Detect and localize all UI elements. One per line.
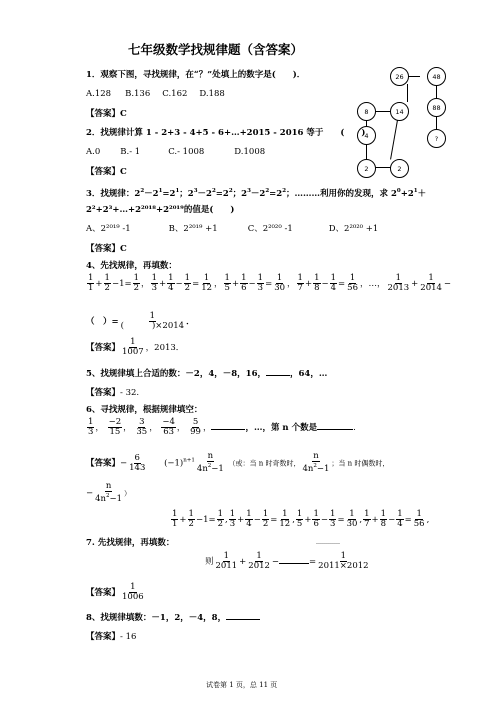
- q7-stem: 7. 先找规律，再填数：: [86, 538, 175, 548]
- q4-equation: （ ）= $\frac{1}{( )\times 2014}$ ．: [86, 311, 195, 331]
- q3-line1: 3．找规律：$2^2-2^1=2^1$；$2^3-2^2=2^2$；$2^3-2^2=2^2$；………利用你的发现，求 $2^0+2^1+$: [86, 188, 427, 199]
- diagram-node: 26: [390, 67, 409, 86]
- diagram-node: ?: [427, 129, 446, 148]
- diagram-node: 48: [427, 67, 446, 86]
- q7-dots: …………: [316, 539, 340, 546]
- q6-answer: 【答案】− $\frac{6}{143}$ $(-1)^{n+1}$ $\frac{n}{4n^2-1}$ （或：当 n 时奇数时， $\frac{n}{4n^2-1}$ ；当 n 时偶数时，: [86, 451, 390, 474]
- q1-answer: 【答案】C: [86, 109, 127, 119]
- q6-sequence: $\frac{1}{3}$ ， $\frac{-2}{15}$ ， $\frac{3}{35}$ ， $\frac{-4}{63}$ ， $\frac{5}{99}$ ， ，…，第 n 个数是 .: [88, 417, 356, 437]
- q2-stem: 2．找规律计算 1 - 2+3 - 4+5 - 6+…+2015 - 2016 等于 ( ): [86, 128, 366, 138]
- diagram-node: 8: [357, 102, 376, 121]
- q5-answer: 【答案】- 32.: [86, 388, 140, 398]
- q7-equation: 则 $\frac{1}{2011}$ + $\frac{1}{2012}$ − = $\frac{1}{2011\times 2012}$: [205, 551, 369, 571]
- q2-answer: 【答案】C: [86, 167, 127, 177]
- diagram-node: 14: [390, 102, 409, 121]
- q5-stem: 5、找规律填上合适的数：－2，4，－8，16， ，64，…: [86, 369, 328, 379]
- q7-answer: 【答案】 $\frac{1}{1006}$: [86, 582, 144, 602]
- q4-stem: 4、先找规律，再填数：: [86, 261, 177, 271]
- q6-stem: 6、寻找规律，根据规律填空：: [86, 405, 203, 415]
- q4-row: $\frac{1}{1}$ + $\frac{1}{2}$ −1= $\frac{1}{2}$ ， $\frac{1}{3}$ + $\frac{1}{4}$ − $\frac{1}{2}$ = $\frac{1}{12}$ ， $\frac{1}{5}$ + $\frac{1}{6}$ − $\frac{1}{3}$ = $\frac{1}{30}$ ， $\frac{1}{7}$ + $\frac{1}{8}$ − $\frac{1}{4}$ = $\frac{1}{56}$ ，…， $\frac{1}{2013}$ + $\frac{1}{2014}$ −: [88, 273, 452, 293]
- diagram-node: 2: [357, 159, 376, 178]
- diagram-node: 88: [427, 98, 446, 117]
- q3-options: A、2²⁰¹⁹ -1 B、2²⁰¹⁹ +1 C、2²⁰²⁰ -1 D、2²⁰²⁰ +1: [86, 224, 379, 234]
- diagram-node: 2: [390, 159, 409, 178]
- q4-answer: 【答案】 $\frac{1}{1007}$ ，2013．: [86, 337, 185, 357]
- q2-options: A.0 B.- 1 C.- 1008 D.1008: [86, 147, 266, 157]
- q1-options: A.128 B.136 C.162 D.188: [86, 89, 225, 99]
- q8-stem: 8、找规律填数：－1，2，－4，8，: [86, 612, 260, 624]
- page-footer: 试卷第 1 页，总 11 页: [206, 681, 278, 689]
- q3-line2: 2²+2³+…+2²⁰¹⁸+2²⁰¹⁹的值是( ): [86, 205, 235, 215]
- q8-answer: 【答案】- 16: [86, 632, 137, 642]
- q3-answer: 【答案】C: [86, 244, 127, 254]
- q6-answer-cont: − $\frac{n}{4n^2-1}$ ）: [86, 481, 132, 504]
- q7-row: $\frac{1}{1}$ + $\frac{1}{2}$ −1= $\frac{1}{2}$ , $\frac{1}{3}$ + $\frac{1}{4}$ − $\frac{1}{2}$ = $\frac{1}{12}$ , $\frac{1}{5}$ + $\frac{1}{6}$ − $\frac{1}{3}$ = $\frac{1}{30}$ , $\frac{1}{7}$ + $\frac{1}{8}$ − $\frac{1}{4}$ = $\frac{1}{56}$ ,: [172, 509, 430, 529]
- diagram-node: 4: [357, 126, 376, 145]
- q1-stem: 1．观察下图，寻找规律，在“？”处填上的数字是( )．: [86, 70, 306, 80]
- page-title: 七年级数学找规律题（含答案）: [128, 42, 304, 57]
